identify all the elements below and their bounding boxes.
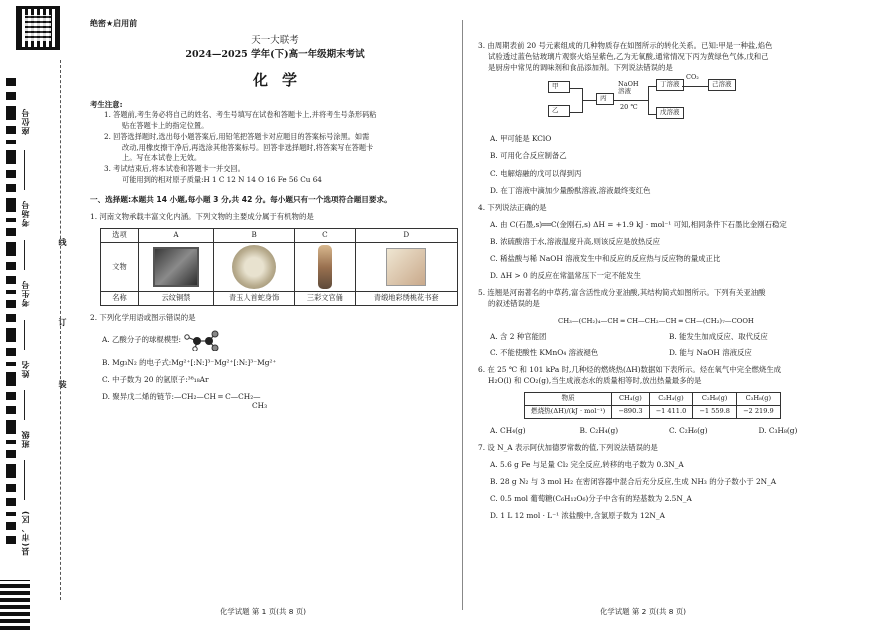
conversion-diagram: 甲 乙 丙 NaOH 溶液 20 ℃ 丁溶液 戊溶液 CO₂ 己溶液 xyxy=(548,79,848,127)
cut-word-bind: 订 xyxy=(58,318,67,326)
county-label: 县(市、区) xyxy=(21,510,30,556)
notice-item: 2. 回答选择题时,选出每小题答案后,用铅笔把答题卡对应题目的答案标号涂黑。如需 xyxy=(104,131,370,141)
option-c: C. 0.5 mol 葡萄糖(C₆H₁₂O₆)分子中含有的羟基数为 2.5N_A xyxy=(490,494,692,504)
jade-ornament-image xyxy=(232,245,276,289)
notice-title: 考生注意: xyxy=(90,100,123,109)
box-jia: 甲 xyxy=(548,81,570,93)
option-d: D. 聚异戊二烯的链节:—CH₂—CH ═ C—CH₂— CH₃ xyxy=(102,392,268,411)
option-c: C. 中子数为 20 的氩原子:³⁸₁₈Ar xyxy=(102,375,209,384)
notice-item: 上。写在本试卷上无效。 xyxy=(122,153,202,163)
cut-word-pack: 装 xyxy=(58,380,67,388)
room-label: 考场号 xyxy=(21,200,30,227)
binding-strip xyxy=(0,0,78,630)
acetic-acid-ball-stick-model xyxy=(181,329,221,351)
option-a: A. 由 C(石墨,s)══C(金刚石,s) ΔH = +1.9 kJ · mol⁻¹ 可知,相同条件下石墨比金刚石稳定 xyxy=(490,219,787,229)
question-2 xyxy=(90,312,460,410)
qr-code xyxy=(16,6,60,50)
question-5: 5. 连翘是河南著名的中草药,富含活性成分亚油酸,其结构简式如图所示。下列有关亚油酸 的叙述错误的是 CH₃—(CH₂)₄—CH ═ CH—CH₂—CH ═ CH—(CH₂)₇—COOH A. 含 2 种官能团 B. 能发生加成反应、取代反应 C. 不能使酸性 KMnO₄ 溶液褪色 D. 能与 NaOH 溶液反应 xyxy=(478,287,848,358)
linoleic-acid-formula: CH₃—(CH₂)₄—CH ═ CH—CH₂—CH ═ CH—(CH₂)₇—COOH xyxy=(558,316,754,325)
notice-item: 3. 考试结束后,将本试卷和答题卡一并交回。 xyxy=(104,164,245,174)
secret-mark: 绝密★启用前 xyxy=(90,19,138,28)
question-1 xyxy=(90,211,460,306)
option-d: D. 能与 NaOH 溶液反应 xyxy=(669,347,752,357)
option-d: D. 1 L 12 mol · L⁻¹ 浓盐酸中,含氯原子数为 12N_A xyxy=(490,511,665,521)
option-a: A. CH₄(g) xyxy=(490,425,526,435)
tricolor-figurine-image xyxy=(318,245,332,289)
page-footer-2: 化学试题 第 2 页(共 8 页) xyxy=(600,607,687,616)
box-ding: 丁溶液 xyxy=(656,79,684,91)
box-bing: 丙 xyxy=(596,93,614,105)
option-b: B. 可用化合反应制备乙 xyxy=(490,151,567,161)
notice-item: 改动,用橡皮擦干净后,再选涂其他答案标号。回答非选择题时,将答案写在答题卡 xyxy=(122,142,374,152)
notice-block xyxy=(90,99,460,186)
option-c: C. 电解熔融的戊可以得到丙 xyxy=(490,168,582,178)
notice-item: 贴在答题卡上的指定位置。 xyxy=(122,120,209,130)
option-d: D. 在丁溶液中滴加少量酚酞溶液,溶液最终变红色 xyxy=(490,185,651,195)
question-stem: 2. 下列化学用语或图示错误的是 xyxy=(90,312,196,322)
option-b: B. C₂H₄(g) xyxy=(579,425,619,435)
subject-title: 化学 xyxy=(252,70,311,89)
option-c: C. C₂H₆(g) xyxy=(669,425,708,435)
option-a: A. 5.6 g Fe 与足量 Cl₂ 完全反应,转移的电子数为 0.3N_A xyxy=(490,460,684,470)
question-7: 7. 设 N_A 表示阿伏加德罗常数的值,下列说法错误的是 A. 5.6 g Fe 与足量 Cl₂ 完全反应,转移的电子数为 0.3N_A B. 28 g N₂ 与 3 mol H₂ 在密闭容器中混合后充分反应,生成 NH₃ 的分子数小于 2N_A C. 0.5 mol 葡萄糖(C₆H₁₂O₆)分子中含有的羟基数为 2.5N_A D. 1 L 12 mol · L⁻¹ 浓盐酸中,含氯原子数为 12N_A xyxy=(478,442,848,522)
name-label: 姓名 xyxy=(21,360,30,378)
question-stem: 1. 河南文物承载丰富文化内涵。下列文物的主要成分属于有机物的是 xyxy=(90,212,314,222)
question-6: 6. 在 25 ℃ 和 101 kPa 时,几种烃的燃烧热(ΔH)数据如下表所示。烃在氧气中完全燃烧生成 H₂O(l) 和 CO₂(g),当生成液态水的质量相等时,放出热量最多的是 物质 CH₄(g) C₂H₄(g) C₂H₆(g) C₃H₈(g) 燃烧热(ΔH)/(kJ · mol⁻¹) −890.3 −1 411.0 −1 559.8 −2 219.9 A. CH₄(g) B. C₂H₄(g) C. C₂H₆(g) D. C₃H₈(g) xyxy=(478,364,848,436)
page-2-column xyxy=(478,18,848,522)
question-3: 3. 由周期表前 20 号元素组成的几种物质存在如图所示的转化关系。已知:甲是一种盐,焰色 试验透过蓝色钴玻璃片观察火焰呈紫色,乙为无氧酸,通常情况下丙为黄绿色气体,戊和己 是厨房中常见的调味剂和食品添加剂。下列说法错误的是 甲 乙 丙 NaOH 溶液 20 ℃ 丁溶液 戊溶液 CO₂ 己溶液 A. 甲可能是 KClO B. 可用化合反应制备乙 C. 电解熔融的戊可以得到丙 D. 在丁溶液中滴加少量酚酞溶液,溶液最终变红色 xyxy=(478,40,848,196)
seat-label: 座位号 xyxy=(21,108,30,135)
question-4: 4. 下列说法正确的是 A. 由 C(石墨,s)══C(金刚石,s) ΔH = +1.9 kJ · mol⁻¹ 可知,相同条件下石墨比金刚石稳定 B. 浓硫酸溶于水,溶液温度升高,则该反应是放热反应 C. 稀盐酸与稀 NaOH 溶液发生中和反应的反应热与反应物的量成正比 D. ΔH > 0 的反应在常温常压下一定不能发生 xyxy=(478,202,848,282)
option-b: B. 浓硫酸溶于水,溶液温度升高,则该反应是放热反应 xyxy=(490,236,661,246)
option-d: D. ΔH > 0 的反应在常温常压下一定不能发生 xyxy=(490,271,641,281)
relics-table: 选项 A B C D 文物 名称 云纹铜禁 青玉人首蛇身饰 三彩文官俑 青缎地彩绣桃花书套 xyxy=(100,228,458,306)
exam-org: 天一大联考 xyxy=(251,35,299,46)
barcode-strip xyxy=(6,78,16,548)
page-footer-1: 化学试题 第 1 页(共 8 页) xyxy=(220,607,307,616)
option-b: B. Mg₃N₂ 的电子式:Mg²⁺[:N:]³⁻Mg²⁺[:N:]³⁻Mg²⁺ xyxy=(102,357,277,367)
page-1-column xyxy=(90,18,460,410)
examinee-label: 考生号 xyxy=(21,280,30,307)
class-label: 班级 xyxy=(21,430,30,448)
option-a: A. 乙酸分子的球棍模型: xyxy=(102,329,460,351)
option-b: B. 能发生加成反应、取代反应 xyxy=(669,331,768,341)
option-c: C. 稀盐酸与稀 NaOH 溶液发生中和反应的反应热与反应物的量成正比 xyxy=(490,254,721,264)
embroidered-book-cover-image xyxy=(386,248,426,286)
atomic-masses: 可能用到的相对原子质量:H 1 C 12 N 14 O 16 Fe 56 Cu 64 xyxy=(122,174,322,184)
box-yi: 乙 xyxy=(548,105,570,117)
option-c: C. 不能使酸性 KMnO₄ 溶液褪色 xyxy=(490,347,599,357)
combustion-heat-table: 物质 CH₄(g) C₂H₄(g) C₂H₆(g) C₃H₈(g) 燃烧热(ΔH)/(kJ · mol⁻¹) −890.3 −1 411.0 −1 559.8 −2 219.9 xyxy=(524,392,781,419)
option-d: D. C₃H₈(g) xyxy=(758,425,798,435)
box-wu: 戊溶液 xyxy=(656,107,684,119)
cut-word-line: 线 xyxy=(58,238,67,246)
option-a: A. 含 2 种官能团 xyxy=(490,331,547,341)
section-heading: 一、选择题:本题共 14 小题,每小题 3 分,共 42 分。每小题只有一个选项符合题目要求。 xyxy=(90,194,392,204)
bronze-ritual-table-image xyxy=(153,247,199,287)
option-a: A. 甲可能是 KClO xyxy=(490,134,552,144)
box-ji: 己溶液 xyxy=(708,79,736,91)
exam-title: 2024—2025 学年(下)高一年级期末考试 xyxy=(185,49,365,61)
option-b: B. 28 g N₂ 与 3 mol H₂ 在密闭容器中混合后充分反应,生成 NH₃ 的分子数小于 2N_A xyxy=(490,477,777,487)
notice-item: 1. 答题前,考生务必将自己的姓名、考生号填写在试卷和答题卡上,并将考生号条形码粘 xyxy=(104,110,377,120)
